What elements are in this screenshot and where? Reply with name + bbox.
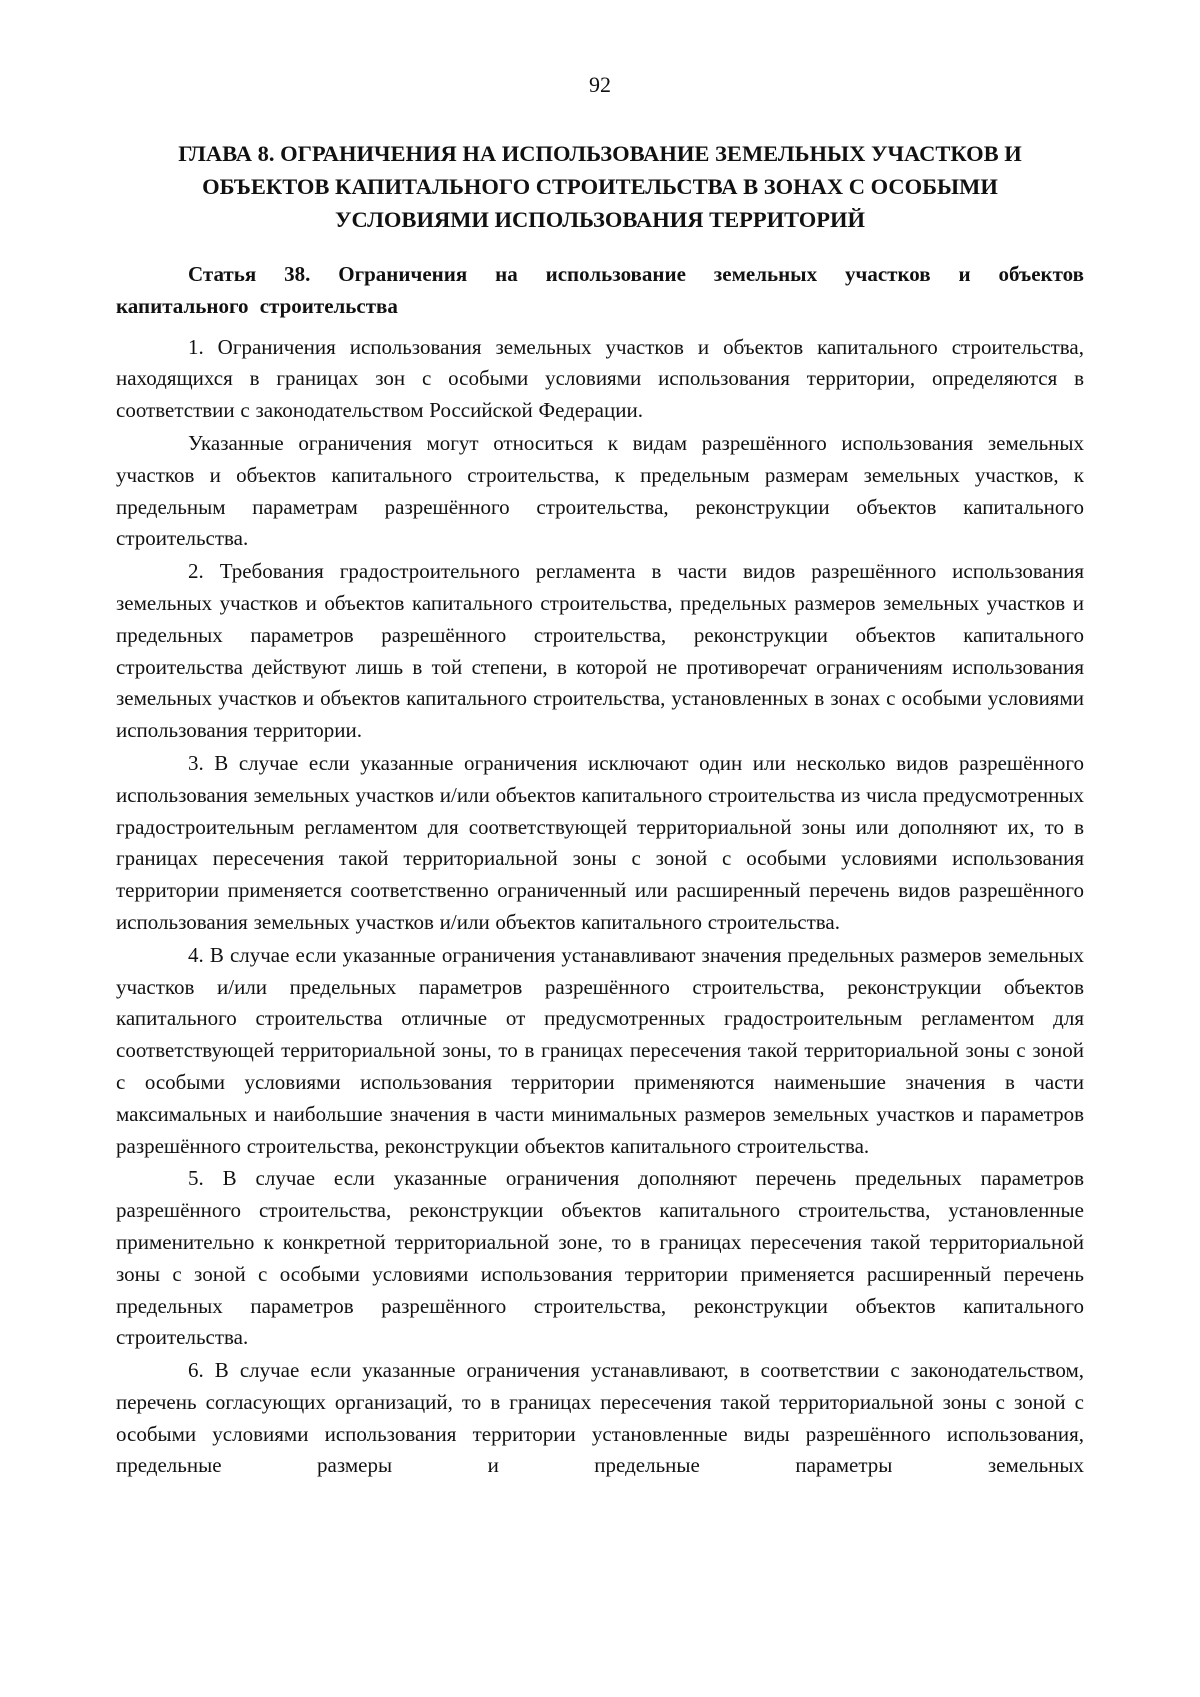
- paragraph-1-continued: Указанные ограничения могут относиться к видам разрешённого использования земельных участков и объектов капитального строительства, к предельным размерам земельных участков, к предельным параметрам разрешённого строительства, реконструкции объектов капитального строительства.: [116, 430, 1084, 551]
- chapter-title: [150, 137, 1050, 236]
- paragraph-5: 5. В случае если указанные ограничения дополняют перечень предельных параметров разрешённого строительства, реконструкции объектов капитального строительства, установленные применительно к конкретной территориальной зоне, то в границах пересечения такой территориальной зоны с зоной с особыми условиями использования территории применяется расширенный перечень предельных параметров разрешённого строительства, реконструкции объектов капитального строительства.: [116, 1166, 1084, 1350]
- paragraph-3: 3. В случае если указанные ограничения исключают один или несколько видов разрешённого использования земельных участков и/или объектов капитального строительства из числа предусмотренных градостроительным регламентом для соответствующей территориальной зоны или дополняют их, то в границах пересечения такой территориальной зоны с зоной с особыми условиями использования территории применяется соответственно ограниченный или расширенный перечень видов разрешённого использования земельных участков и/или объектов капитального строительства.: [116, 750, 1084, 934]
- chapter-title-line-1: ГЛАВА 8. ОГРАНИЧЕНИЯ НА ИСПОЛЬЗОВАНИЕ ЗЕМЕЛЬНЫХ УЧАСТКОВ И: [178, 141, 1022, 166]
- paragraph-6: 6. В случае если указанные ограничения устанавливают, в соответствии с законодательством, перечень согласующих организаций, то в границах пересечения такой территориальной зоны с зоной с особыми условиями использования территории установленные виды разрешённого использования, предельные размеры и предельные параметры земельных: [116, 1358, 1084, 1478]
- article-body: [116, 259, 1084, 1482]
- chapter-title-line-2: ОБЪЕКТОВ КАПИТАЛЬНОГО СТРОИТЕЛЬСТВА В ЗОНАХ С ОСОБЫМИ: [202, 174, 998, 199]
- chapter-title-line-3: УСЛОВИЯМИ ИСПОЛЬЗОВАНИЯ ТЕРРИТОРИЙ: [334, 207, 866, 232]
- article-title: Статья 38. Ограничения на использование земельных участков и объектов капитального строительства: [116, 262, 1084, 318]
- paragraph-4: 4. В случае если указанные ограничения устанавливают значения предельных размеров земельных участков и/или предельных параметров разрешённого строительства, реконструкции объектов капитального строительства отличные от предусмотренных градостроительным регламентом для соответствующей территориальной зоны, то в границах пересечения такой территориальной зоны с зоной с особыми условиями использования территории применяются наименьшие значения в части максимальных и наибольшие значения в части минимальных размеров земельных участков и параметров разрешённого строительства, реконструкции объектов капитального строительства.: [116, 942, 1084, 1158]
- paragraph-1: 1. Ограничения использования земельных участков и объектов капитального строительства, находящихся в границах зон с особыми условиями использования территории, определяются в соответствии с законодательством Российской Федерации.: [116, 334, 1084, 423]
- paragraph-2: 2. Требования градостроительного регламента в части видов разрешённого использования земельных участков и объектов капитального строительства, предельных размеров земельных участков и предельных параметров разрешённого строительства, реконструкции объектов капитального строительства действуют лишь в той степени, в которой не противоречат ограничениям использования земельных участков и объектов капитального строительства, установленных в зонах с особыми условиями использования территории.: [116, 559, 1084, 743]
- page-number: 92: [589, 72, 611, 97]
